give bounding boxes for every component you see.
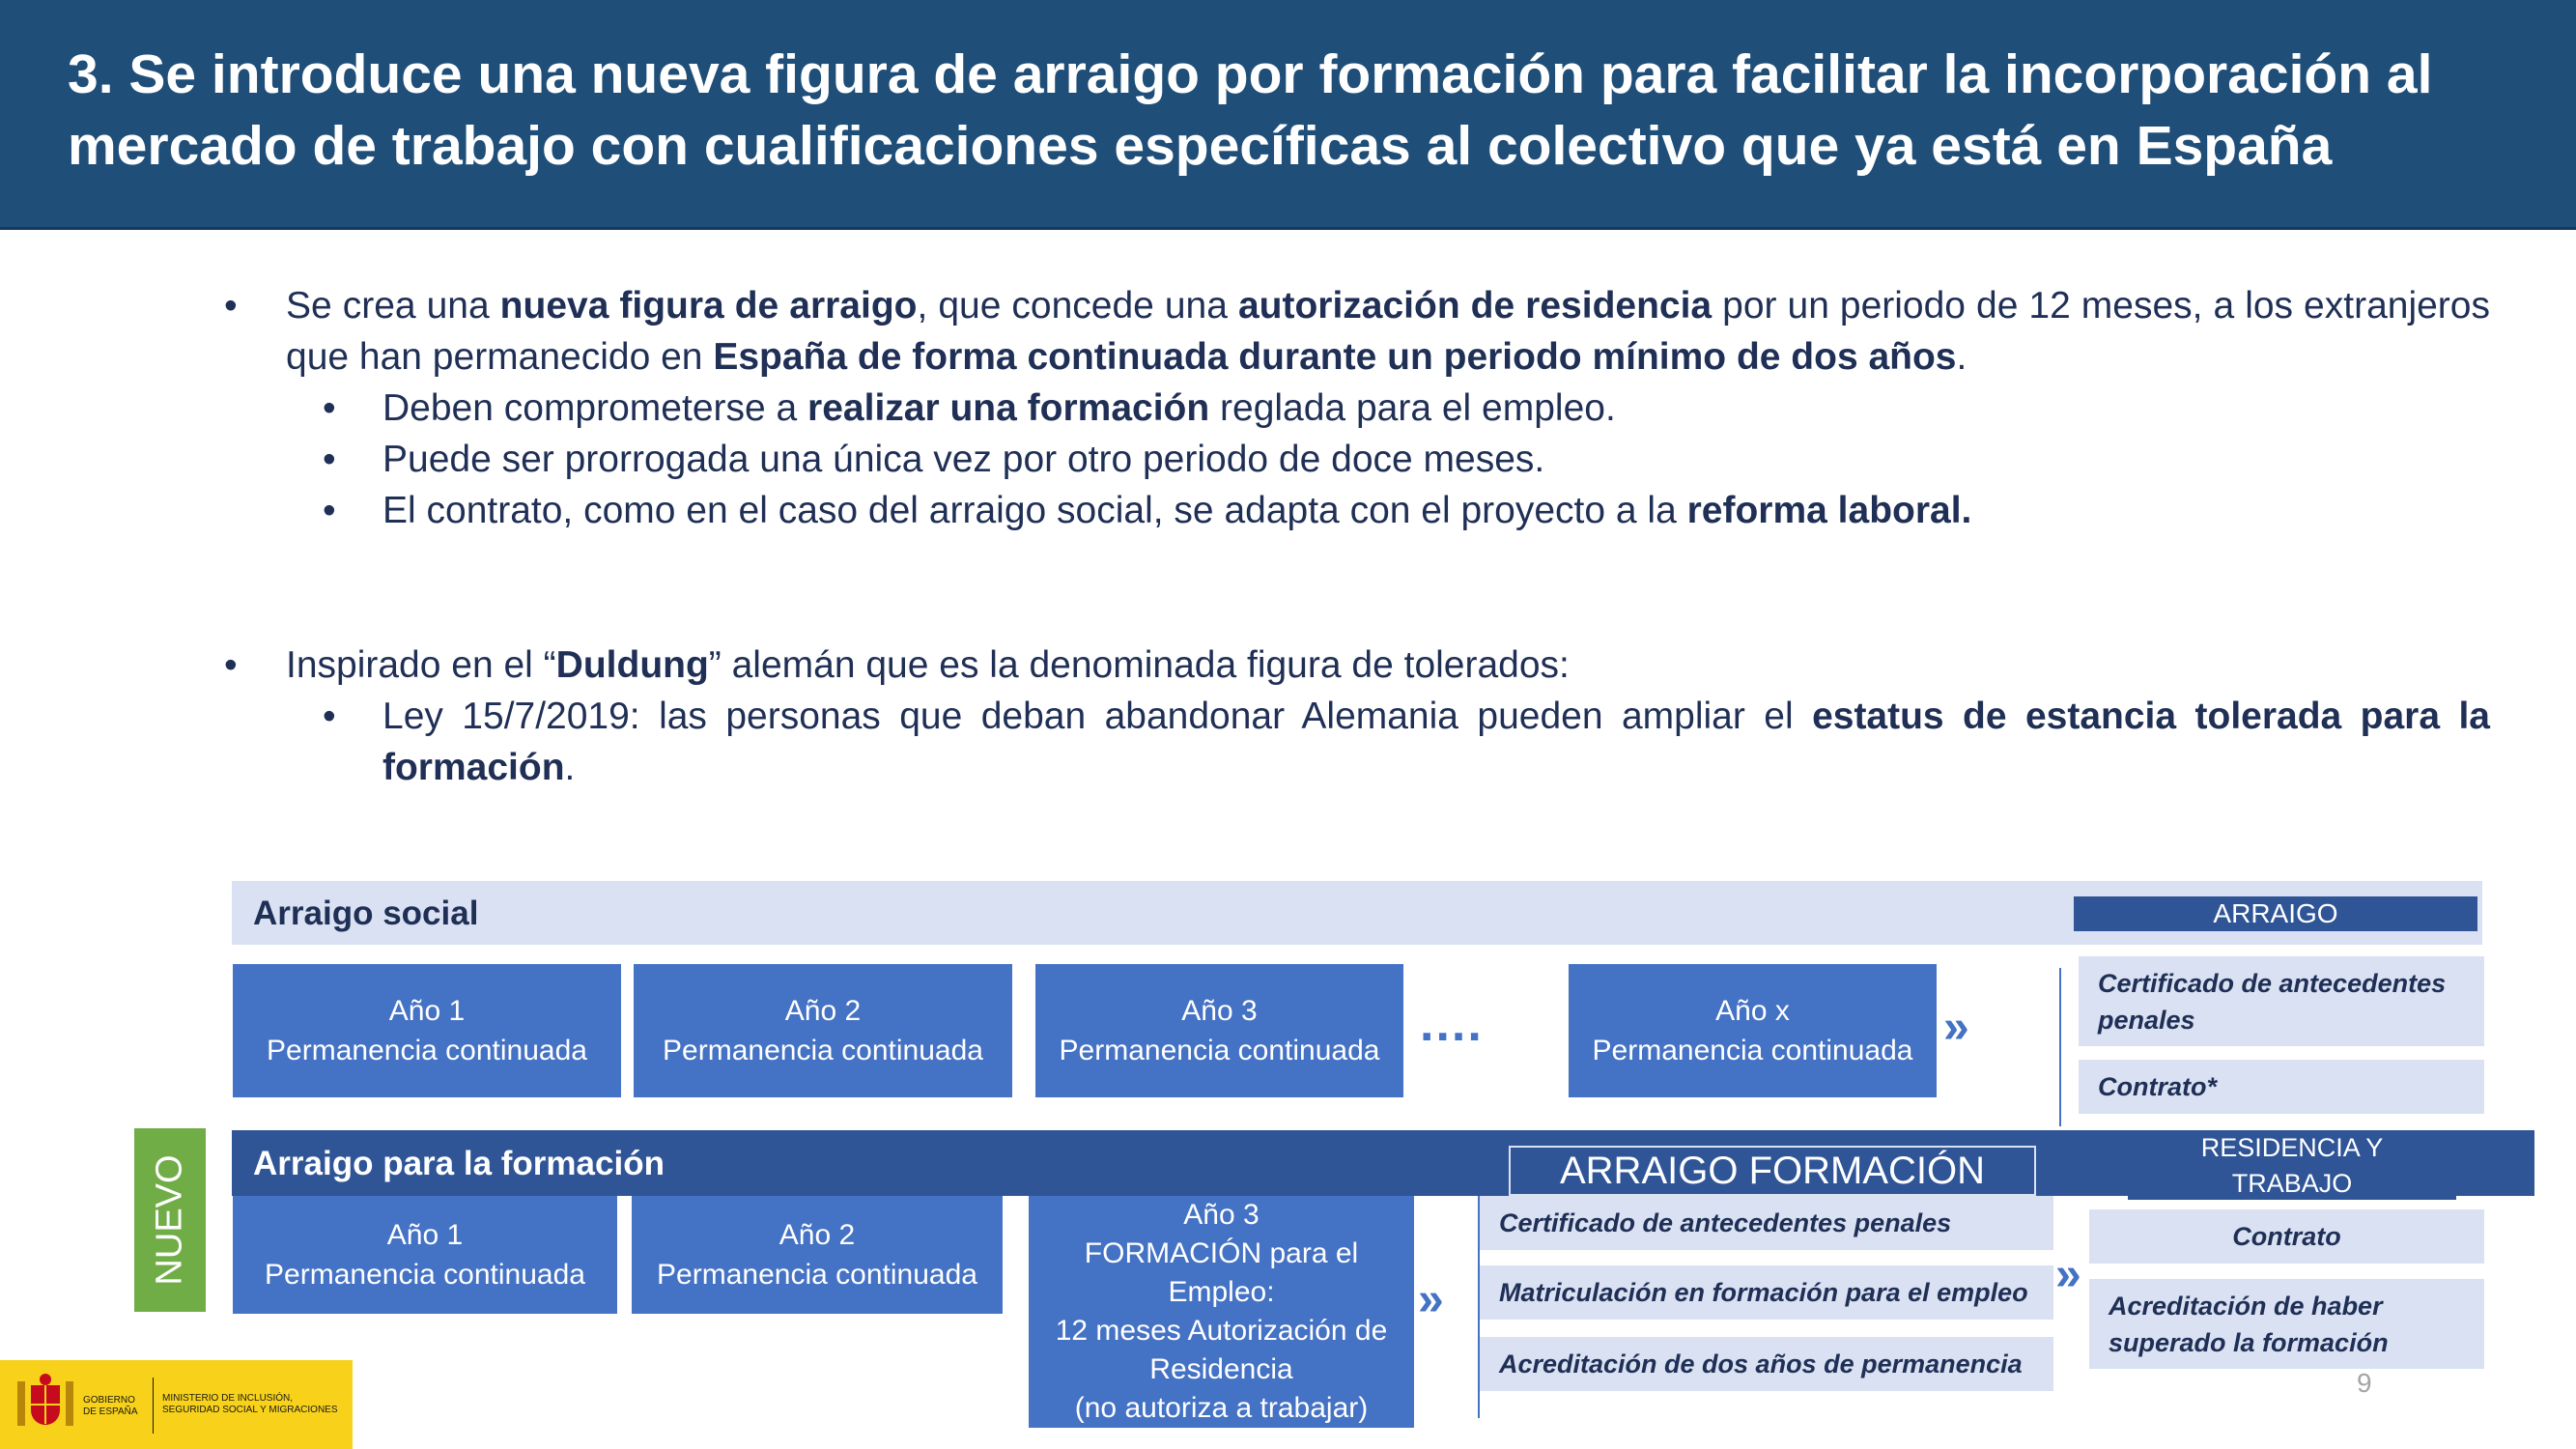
bullet-subitem-contract: El contrato, como en el caso del arraigo social, se adapta con el proyecto a la reforma laboral.	[382, 490, 1972, 531]
formacion-req-enrollment: Matriculación en formación para el empleo	[1480, 1265, 2053, 1320]
bullet-list	[0, 280, 2576, 802]
slide-header	[0, 0, 2576, 230]
nuevo-side-label	[134, 1128, 206, 1312]
bullet-marker: •	[323, 387, 336, 429]
social-year-2-box: Año 2 Permanencia continuada	[634, 964, 1012, 1097]
formacion-year-3-box: Año 3 FORMACIÓN para el Empleo: 12 meses Autorización de Residencia (no autoriza a trabajar)	[1029, 1196, 1414, 1428]
bullet-item-new-figure: Se crea una nueva figura de arraigo, que concede una autorización de residencia por un periodo de 12 meses, a los extranjeros que han permanecido en España de forma continuada durante un periodo mínimo de dos años.	[286, 285, 2490, 378]
footer-logo-block	[0, 1360, 353, 1449]
bullet-marker: •	[323, 490, 336, 531]
arraigo-formacion-badge: ARRAIGO FORMACIÓN	[1509, 1146, 2036, 1196]
result-training-accreditation: Acreditación de haber superado la formación	[2089, 1279, 2484, 1369]
bullet-marker: •	[323, 696, 336, 737]
slide-title: 3. Se introduce una nueva figura de arraigo por formación para facilitar la incorporación al mercado de trabajo con cualificaciones específicas al colectivo que ya está en España	[68, 43, 2433, 177]
bullet-subitem-law: Ley 15/7/2019: las personas que deban abandonar Alemania pueden ampliar el estatus de estancia tolerada para la formación.	[382, 696, 2490, 788]
social-year-1-box: Año 1 Permanencia continuada	[233, 964, 621, 1097]
residencia-trabajo-badge: RESIDENCIA Y TRABAJO	[2128, 1132, 2456, 1200]
bullet-item-duldung: Inspirado en el “Duldung” alemán que es la denominada figura de tolerados:	[286, 644, 1570, 686]
government-label: GOBIERNO DE ESPAÑA	[83, 1395, 138, 1417]
formacion-req-two-years: Acreditación de dos años de permanencia	[1480, 1337, 2053, 1391]
arraigo-formacion-label: Arraigo para la formación	[253, 1144, 665, 1182]
nuevo-text: NUEVO	[149, 1154, 190, 1286]
ellipsis-indicator: ....	[1420, 996, 1484, 1052]
arraigo-social-label: Arraigo social	[253, 894, 479, 932]
ministry-label: MINISTERIO DE INCLUSIÓN, SEGURIDAD SOCIAL Y MIGRACIONES	[162, 1393, 338, 1415]
social-req-contract: Contrato*	[2079, 1060, 2484, 1114]
formacion-year-2-box: Año 2 Permanencia continuada	[632, 1196, 1003, 1314]
bullet-subitem-training: Deben comprometerse a realizar una formación reglada para el empleo.	[382, 387, 1616, 429]
chevron-right-icon: »	[1943, 1002, 1969, 1053]
social-year-x-box: Año x Permanencia continuada	[1569, 964, 1937, 1097]
chevron-right-icon: »	[2055, 1249, 2081, 1300]
bullet-subitem-extension: Puede ser prorrogada una única vez por otro periodo de doce meses.	[382, 439, 1545, 480]
result-contract: Contrato	[2089, 1209, 2484, 1264]
divider-line	[2059, 968, 2061, 1126]
footer-divider	[153, 1378, 154, 1434]
social-year-3-box: Año 3 Permanencia continuada	[1035, 964, 1403, 1097]
formacion-req-criminal-record: Certificado de antecedentes penales	[1480, 1196, 2053, 1250]
bullet-marker: •	[224, 285, 238, 327]
arraigo-badge: ARRAIGO	[2074, 896, 2477, 931]
chevron-right-icon: »	[1418, 1274, 1444, 1325]
coat-of-arms-svg	[12, 1372, 79, 1437]
coat-of-arms-icon	[12, 1372, 79, 1437]
page-number: 9	[2357, 1368, 2372, 1398]
bullet-marker: •	[224, 644, 238, 686]
social-req-criminal-record: Certificado de antecedentes penales	[2079, 956, 2484, 1046]
bullet-marker: •	[323, 439, 336, 480]
formacion-year-1-box: Año 1 Permanencia continuada	[233, 1196, 617, 1314]
